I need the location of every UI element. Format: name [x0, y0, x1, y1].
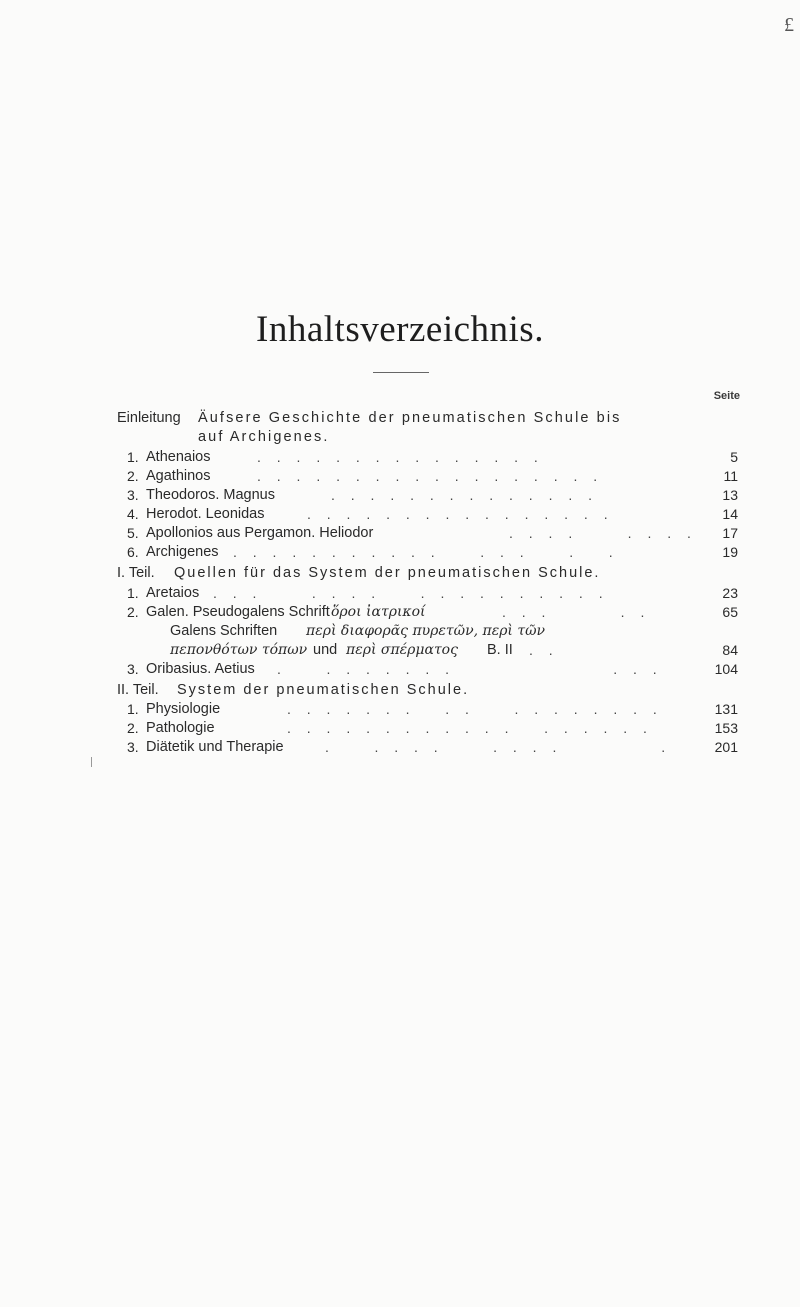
dot-leader: . . . . . . . . . .: [325, 739, 672, 755]
item-greek-title: ὅροι ἰατρικοί: [331, 604, 426, 620]
list-item: [127, 719, 740, 737]
dot-leader: . . . . . . . . . . . . . . . .: [233, 544, 619, 560]
dot-leader: . . . . . . . . . . . . . . . .: [307, 506, 614, 522]
list-item: [127, 448, 740, 466]
dot-leader: . . . . . . . . . . .: [277, 661, 663, 677]
item-title: Archigenes: [146, 544, 219, 560]
list-item: [127, 467, 740, 485]
section-prefix: I. Teil.: [117, 565, 155, 581]
item-number: 6.: [127, 544, 139, 560]
item-number: 1.: [127, 585, 139, 601]
item-title: Diätetik und Therapie: [146, 739, 284, 755]
dot-leader: . . . . .: [502, 604, 651, 620]
dot-leader: . . . . . . . . . . . . . . . . .: [287, 701, 663, 717]
item-greek-title: πεπονθότων τόπων: [170, 642, 308, 658]
item-number: 3.: [127, 487, 139, 503]
item-number: 1.: [127, 449, 139, 465]
corner-mark: £: [784, 14, 794, 36]
dot-leader: . . . . . . . . . . . . . . .: [257, 449, 544, 465]
item-title: Herodot. Leonidas: [146, 506, 265, 522]
list-item: [127, 738, 740, 756]
item-page: 84: [722, 642, 738, 658]
item-page: 14: [722, 506, 738, 522]
dot-leader: . . . . . . . . . . . . . .: [331, 487, 599, 503]
dot-leader: . . . . . . . . . . . . . . . . . .: [287, 720, 653, 736]
section-title-cont: auf Archigenes.: [198, 429, 330, 445]
list-item: [127, 660, 740, 678]
item-page: 5: [730, 449, 738, 465]
page-column-label: Seite: [713, 390, 740, 402]
item-title: Physiologie: [146, 701, 221, 717]
item-page: 104: [714, 661, 738, 677]
section-title: System der pneumatischen Schule.: [177, 682, 470, 698]
item-page: 13: [722, 487, 738, 503]
list-item: [127, 584, 740, 602]
dot-leader: . . . . . . . . . . . . . . . . .: [213, 585, 609, 601]
list-item: [127, 486, 740, 504]
section-prefix: Einleitung: [117, 410, 181, 426]
list-item: [127, 603, 740, 621]
item-title: Oribasius. Aetius: [146, 661, 255, 677]
item-number: 2.: [127, 604, 139, 620]
item-title: Galens Schriften: [170, 623, 278, 639]
section-title: Quellen für das System der pneumatischen Schule.: [174, 565, 601, 581]
list-item: [127, 641, 740, 659]
item-title: Agathinos: [146, 468, 211, 484]
item-title: Theodoros. Magnus: [146, 487, 275, 503]
item-page: 17: [722, 525, 738, 541]
item-number: 5.: [127, 525, 139, 541]
item-page: 11: [723, 468, 738, 484]
item-greek-title: περὶ διαφορᾶς πυρετῶν, περὶ τῶν: [306, 623, 546, 639]
item-title: Aretaios: [146, 585, 200, 601]
item-page: 131: [714, 701, 738, 717]
dot-leader: . . . . . . . . . . . . . . . . . .: [257, 468, 604, 484]
item-number: 3.: [127, 739, 139, 755]
item-page: 23: [722, 585, 738, 601]
list-item: [127, 505, 740, 523]
page-title: Inhaltsverzeichnis.: [256, 309, 544, 350]
dot-leader: . .: [529, 642, 559, 658]
list-item: [127, 622, 740, 640]
item-number: 2.: [127, 468, 139, 484]
item-number: 4.: [127, 506, 139, 522]
section-title: Äufsere Geschichte der pneumatischen Schule bis: [198, 410, 622, 426]
dot-leader: . . . . . . . .: [509, 525, 697, 541]
list-item: [127, 700, 740, 718]
item-title: Apollonios aus Pergamon. Heliodor: [146, 525, 374, 541]
item-greek-title-2: περὶ σπέρματος: [346, 642, 458, 658]
item-title: Athenaios: [146, 449, 211, 465]
list-item: [127, 524, 740, 542]
item-number: 1.: [127, 701, 139, 717]
item-number: 3.: [127, 661, 139, 677]
item-page: 201: [714, 739, 738, 755]
item-title: Pathologie: [146, 720, 215, 736]
item-title: Galen. Pseudogalens Schrift: [146, 604, 330, 620]
margin-mark: [91, 757, 92, 767]
item-title-ref: B. II: [487, 642, 513, 658]
item-page: 65: [722, 604, 738, 620]
item-title-conj: und: [313, 642, 338, 658]
list-item: [127, 543, 740, 561]
item-page: 19: [722, 544, 738, 560]
item-page: 153: [714, 720, 738, 736]
item-number: 2.: [127, 720, 139, 736]
section-prefix: II. Teil.: [117, 682, 159, 698]
title-rule: [373, 372, 429, 373]
